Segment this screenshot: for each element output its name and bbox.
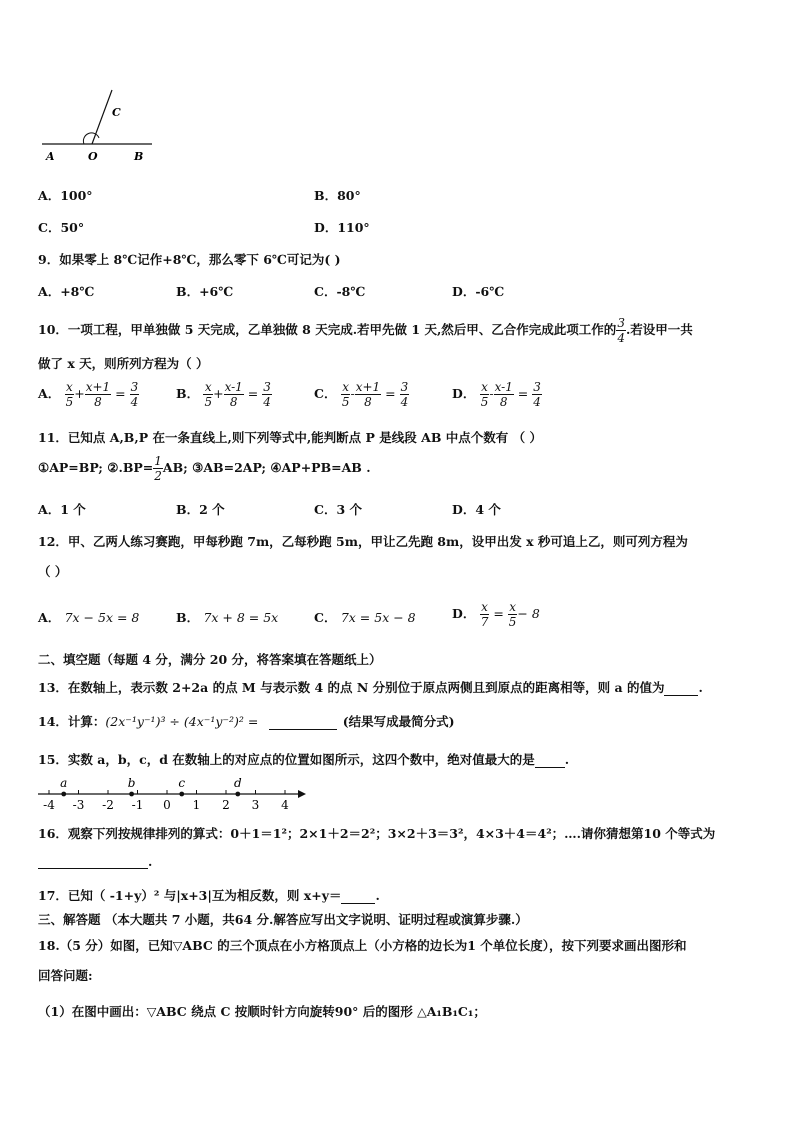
q9-option-b: B．+6℃ [176,284,234,299]
q10-a-f1d: 5 [65,395,74,409]
q10-d-f2n: x-1 [494,380,513,394]
number-line-point-c [179,792,184,797]
q10-line2: 做了 x 天，则所列方程为（ ） [38,356,209,371]
q10-b-f1d: 5 [204,395,213,409]
q10-d-rd: 4 [533,395,541,409]
q11-cond-fd: 2 [154,469,162,483]
q14-post: (结果写成最简分式) [342,714,455,729]
q11-option-b: B．2 个 [176,502,225,517]
q12-option-a [38,608,139,626]
q8-option-b: B．80° [314,188,361,203]
number-line-tick-label: 3 [251,798,260,812]
q10-option-a-label: A． [38,386,61,401]
q10-option-c-label: C． [314,386,337,401]
q10-line1-post: .若设甲一共 [625,322,693,337]
label-o: O [88,150,98,163]
q11-conditions [38,454,371,483]
q11-option-a: A．1 个 [38,502,86,517]
q12-option-c [314,608,416,626]
q12-d-f2d: 5 [508,615,517,629]
number-line-tick-label: -2 [102,798,114,812]
q12-b-label: B． [176,610,200,625]
q10-b-rd: 4 [263,395,271,409]
q12-d-f1d: 7 [480,615,489,629]
q10-b-rn: 3 [263,380,271,394]
q10-frac-num: 3 [617,316,625,330]
number-line-point-label: b [127,776,136,790]
label-c: C [112,106,121,119]
q10-d-f2d: 8 [499,395,508,409]
q10-c-f1n: x [342,380,350,394]
q15-body: 15．实数 a，b，c，d 在数轴上的对应点的位置如图所示，这四个数中，绝对值最大的是 [38,752,535,767]
number-line-figure [36,772,306,816]
q10-a-f2d: 8 [94,395,102,409]
number-line-tick-label: -3 [72,798,85,812]
q8-option-c: C．50° [38,220,85,235]
q10-c-f2n: x+1 [355,380,381,394]
q11-cond-post: AB; ③AB=2AP; ④AP+PB=AB . [162,460,371,475]
q10-line1-pre: 10．一项工程，甲单独做 5 天完成，乙单独做 8 天完成.若甲先做 1 天,然后甲、乙合作完成此项工作的 [38,322,617,337]
q12-d-f2n: x [509,600,516,614]
number-line-tick-label: 2 [222,798,230,812]
q10-option-a: A． $\frac{x}{5}$ + $\frac{x+1}{8}$ = $\frac{3}{4}$ [38,380,139,409]
q12-d-tail: − 8 [517,606,540,621]
q12-a-expr: 7x − 5x = 8 [64,610,140,625]
q10-b-f1n: x [204,380,212,394]
q12-option-d: D． $\frac{x}{7}$ = $\frac{x}{5}$ − 8 [452,600,540,629]
q12-c-label: C． [314,610,337,625]
q11-text: 11．已知点 A,B,P 在一条直线上,则下列等式中,能判断点 P 是线段 AB 中点个数有 （ ） [38,430,542,445]
q10-line1 [38,316,693,345]
q12-a-label: A． [38,610,61,625]
q11-cond-fn: 1 [154,454,162,468]
q10-c-f2d: 8 [364,395,372,409]
number-line-point-b [129,792,134,797]
q10-c-rn: 3 [400,380,409,394]
angle-figure [40,86,160,166]
q10-b-f2n: x-1 [224,380,243,394]
q11-cond-pre: ①AP=BP; ②.BP= [38,460,154,475]
q14-answer-blank[interactable] [269,717,337,730]
q17-body: 17．已知（ -1+y）² 与|x+3|互为相反数，则 x+y＝ [38,888,342,903]
section-2-heading: 二、填空题（每题 4 分，满分 20 分，将答案填在答题纸上） [38,652,382,667]
q16-text: 16．观察下列按规律排列的算式：0＋1＝1²；2×1＋2＝2²；3×2＋3＝3²，4×3＋4＝4²；….请你猜想第10 个等式为 [38,826,716,841]
q10-frac-den: 4 [617,331,625,345]
number-line-tick-label: -4 [43,798,55,812]
q10-option-c: C． $\frac{x}{5}$ - $\frac{x+1}{8}$ = $\frac{3}{4}$ [314,380,409,409]
q15-answer-blank[interactable] [535,755,565,768]
q10-d-f1d: 5 [480,395,489,409]
angle-arc [83,133,99,144]
number-line-point-d [235,792,240,797]
q15-text: 15．实数 a，b，c，d 在数轴上的对应点的位置如图所示，这四个数中，绝对值最大的是 . [38,752,570,767]
q17-text [38,886,380,904]
number-line-tick-label: -1 [131,798,144,812]
q10-b-op: + [213,386,224,401]
q11-option-c: C．3 个 [314,502,362,517]
q16-end: . [148,854,153,869]
section-3-heading: 三、解答题 （本大题共 7 小题，共64 分.解答应写出文字说明、证明过程或演算步骤.） [38,912,528,927]
q10-c-f1d: 5 [341,395,350,409]
q10-c-rd: 4 [400,395,409,409]
q14-pre: 14．计算： [38,714,106,729]
q17-end: . [375,888,380,903]
q9-text: 9．如果零上 8℃记作+8℃，那么零下 6℃可记为( ) [38,252,341,267]
label-b: B [134,150,144,163]
q13-text: 13．在数轴上，表示数 2+2a 的点 M 与表示数 4 的点 N 分别位于原点两侧且到原点的距离相等，则 a 的值为 . [38,680,703,695]
number-line-point-label: c [178,776,186,790]
q10-a-rd: 4 [130,395,139,409]
ray-oc [92,90,112,144]
number-line-point-label: a [60,776,68,790]
q12-line1: 12．甲、乙两人练习赛跑，甲每秒跑 7m，乙每秒跑 5m，甲让乙先跑 8m，设甲出发 x 秒可追上乙，则可列方程为 [38,534,688,549]
q9-option-d: D．-6℃ [452,284,505,299]
q8-option-d: D．110° [314,220,370,235]
q13-body: 13．在数轴上，表示数 2+2a 的点 M 与表示数 4 的点 N 分别位于原点两侧且到原点的距离相等，则 a 的值为 [38,680,665,695]
q10-d-rn: 3 [533,380,541,394]
q10-option-d-label: D． [452,386,476,401]
number-line-arrow [298,790,306,798]
q18-line1: 18.（5 分）如图，已知▽ABC 的三个顶点在小方格顶点上（小方格的边长为1 个单位长度），按下列要求画出图形和 [38,938,687,953]
q8-option-a: A．100° [38,188,93,203]
q10-d-f1n: x [481,380,488,394]
q10-c-op: - [350,386,355,401]
q16-answer-blank[interactable] [38,856,148,869]
q9-option-c: C．-8℃ [314,284,366,299]
number-line-tick-label: 0 [163,798,171,812]
q10-a-f1n: x [65,380,73,394]
q17-answer-blank[interactable] [341,891,375,904]
q10-a-rn: 3 [130,380,139,394]
q10-option-d: D． $\frac{x}{5}$ - $\frac{x-1}{8}$ = $\frac{3}{4}$ [452,380,541,409]
q10-b-f2d: 8 [229,395,238,409]
q16-answer-line [38,854,152,869]
number-line-point-a [61,792,66,797]
q14-text [38,712,455,730]
q11-option-d: D．4 个 [452,502,501,517]
q18-sub1: （1）在图中画出：▽ABC 绕点 C 按顺时针方向旋转90° 后的图形 △A₁B₁C₁； [38,1004,486,1019]
q12-d-label: D． [452,606,476,621]
q12-d-f1n: x [481,600,488,614]
q18-line2: 回答问题: [38,968,93,983]
number-line-point-label: d [233,776,242,790]
q14-expr: (2x⁻¹y⁻¹)³ ÷ (4x⁻¹y⁻²)² = [105,714,259,729]
q9-option-a: A．+8℃ [38,284,95,299]
q12-b-expr: 7x + 8 = 5x [203,610,279,625]
q10-a-f2n: x+1 [85,380,111,394]
q13-answer-blank[interactable] [664,683,698,696]
label-a: A [46,150,55,163]
q12-line2: （ ） [38,564,68,579]
q10-fraction [616,316,626,345]
q12-option-b [176,608,278,626]
q10-d-op: - [489,386,494,401]
q10-option-b: B． $\frac{x}{5}$ + $\frac{x-1}{8}$ = $\frac{3}{4}$ [176,380,271,409]
number-line-tick-label: 4 [281,798,289,812]
q12-c-expr: 7x = 5x − 8 [340,610,416,625]
number-line-tick-label: 1 [192,798,201,812]
q10-option-b-label: B． [176,386,200,401]
q10-a-op: + [74,386,85,401]
